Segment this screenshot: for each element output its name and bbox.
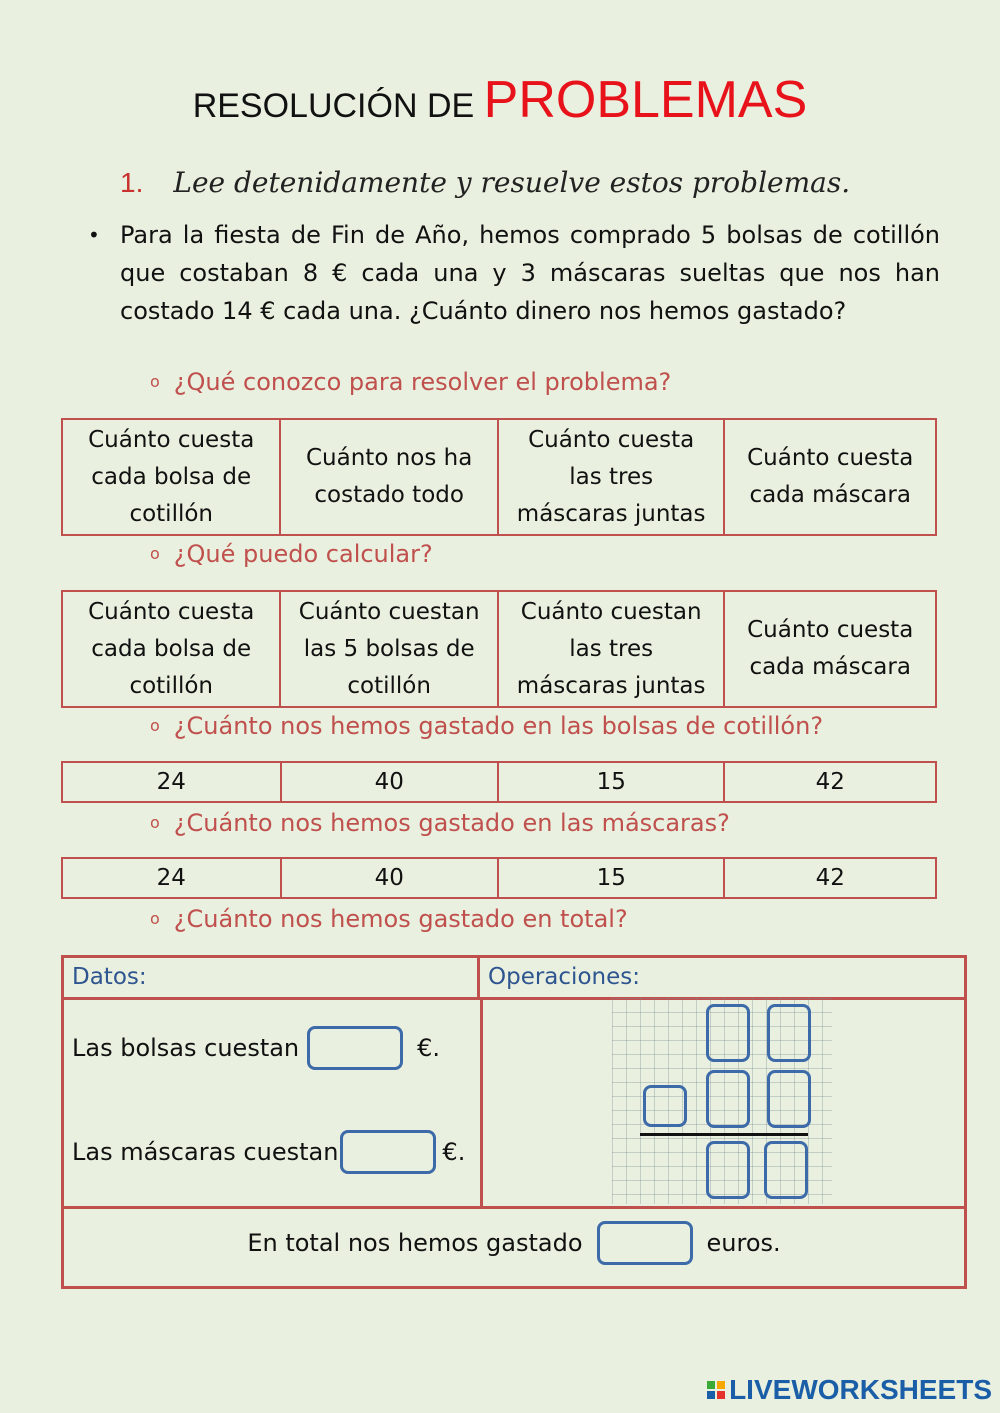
answer-option[interactable]: 24 [62, 858, 281, 898]
total-input[interactable] [597, 1221, 693, 1265]
circle-bullet-icon: o [150, 372, 160, 391]
operation-input[interactable] [767, 1070, 811, 1128]
answer-option[interactable]: 15 [498, 762, 724, 802]
answer-option[interactable]: 40 [281, 858, 499, 898]
option-cell[interactable] [62, 591, 280, 707]
answer-table-mascaras [61, 857, 937, 899]
operation-result-input[interactable] [764, 1141, 808, 1199]
option-line: las tres [569, 635, 654, 662]
logo-icon [707, 1381, 725, 1399]
title-part-1: RESOLUCIÓN DE [192, 87, 484, 125]
question-3-text: ¿Cuánto nos hemos gastado en las bolsas de cotillón? [173, 712, 824, 740]
option-line: Cuánto cuesta [88, 426, 255, 453]
answer-option[interactable]: 15 [498, 858, 724, 898]
operation-input[interactable] [767, 1004, 811, 1062]
option-line: Cuánto nos ha [306, 445, 473, 471]
option-line: cada bolsa de [91, 463, 252, 490]
option-cell[interactable] [280, 419, 497, 535]
question-2 [150, 540, 433, 568]
mascaras-label: Las máscaras cuestan [72, 1138, 339, 1166]
problem-text: Para la fiesta de Fin de Año, hemos comprado 5 bolsas de cotillón que costaban 8 € cada una y 3 máscaras sueltas que nos han costado 14 € cada una. ¿Cuánto dinero nos hemos gastado? [120, 221, 940, 325]
question-3 [150, 712, 823, 740]
option-line: máscaras juntas [516, 672, 706, 699]
bolsas-label: Las bolsas cuestan [72, 1034, 300, 1062]
circle-bullet-icon: o [150, 716, 160, 735]
operation-input[interactable] [706, 1004, 750, 1062]
instruction [120, 166, 850, 199]
operation-result-input[interactable] [706, 1141, 750, 1199]
question-5 [150, 905, 628, 933]
datos-header: Datos: [64, 958, 480, 1000]
option-line: Cuánto cuesta [528, 426, 695, 453]
mascaras-input[interactable] [340, 1130, 436, 1174]
question-4-text: ¿Cuánto nos hemos gastado en las máscaras? [173, 809, 730, 837]
option-line: cada máscara [749, 654, 911, 680]
answer-option[interactable]: 42 [724, 762, 936, 802]
bullet-icon: • [88, 223, 100, 247]
options-table-known [61, 418, 937, 536]
divider [480, 1000, 483, 1208]
question-1 [150, 368, 671, 396]
option-line: costado todo [314, 482, 464, 508]
option-cell[interactable] [498, 419, 725, 535]
datos-bolsas-row [72, 1026, 440, 1070]
problem-statement [88, 216, 940, 330]
answer-table-bolsas [61, 761, 937, 803]
euro-unit: €. [442, 1138, 466, 1166]
total-row [61, 1221, 967, 1265]
option-cell[interactable] [280, 591, 497, 707]
instruction-number: 1. [120, 167, 144, 198]
option-line: cada bolsa de [91, 635, 252, 662]
sum-line [640, 1133, 808, 1136]
liveworksheets-logo [707, 1374, 992, 1406]
circle-bullet-icon: o [150, 813, 160, 832]
option-line: las tres [569, 463, 654, 490]
circle-bullet-icon: o [150, 909, 160, 928]
option-cell[interactable] [724, 419, 936, 535]
option-line: Cuánto cuestan [298, 598, 480, 625]
option-line: cotillón [129, 500, 213, 527]
option-cell[interactable] [498, 591, 725, 707]
datos-mascaras-row [72, 1130, 465, 1174]
answer-option[interactable]: 24 [62, 762, 281, 802]
option-line: cotillón [129, 672, 213, 699]
instruction-text: Lee detenidamente y resuelve estos problemas. [173, 166, 851, 199]
operation-input[interactable] [706, 1070, 750, 1128]
operation-input[interactable] [643, 1085, 687, 1127]
total-label: En total nos hemos gastado [247, 1229, 583, 1257]
title-part-2: PROBLEMAS [483, 71, 808, 129]
brand-name: LIVEWORKSHEETS [729, 1374, 992, 1405]
option-line: las 5 bolsas de [303, 635, 475, 662]
option-line: Cuánto cuesta [747, 617, 914, 643]
divider [64, 1206, 964, 1209]
operaciones-header: Operaciones: [480, 958, 964, 1000]
total-unit: euros. [706, 1229, 781, 1257]
worksheet-title [0, 70, 1000, 130]
circle-bullet-icon: o [150, 544, 160, 563]
options-table-calculate [61, 590, 937, 708]
question-2-text: ¿Qué puedo calcular? [173, 540, 433, 568]
option-line: cada máscara [749, 482, 911, 508]
question-4 [150, 809, 730, 837]
option-cell[interactable] [724, 591, 936, 707]
option-line: máscaras juntas [516, 500, 706, 527]
option-line: Cuánto cuesta [747, 445, 914, 471]
option-line: Cuánto cuesta [88, 598, 255, 625]
option-cell[interactable] [62, 419, 280, 535]
bolsas-input[interactable] [307, 1026, 403, 1070]
option-line: cotillón [347, 672, 431, 699]
option-line: Cuánto cuestan [520, 598, 702, 625]
euro-unit: €. [417, 1034, 441, 1062]
answer-option[interactable]: 40 [281, 762, 499, 802]
question-5-text: ¿Cuánto nos hemos gastado en total? [173, 905, 628, 933]
answer-option[interactable]: 42 [724, 858, 936, 898]
question-1-text: ¿Qué conozco para resolver el problema? [173, 368, 672, 396]
